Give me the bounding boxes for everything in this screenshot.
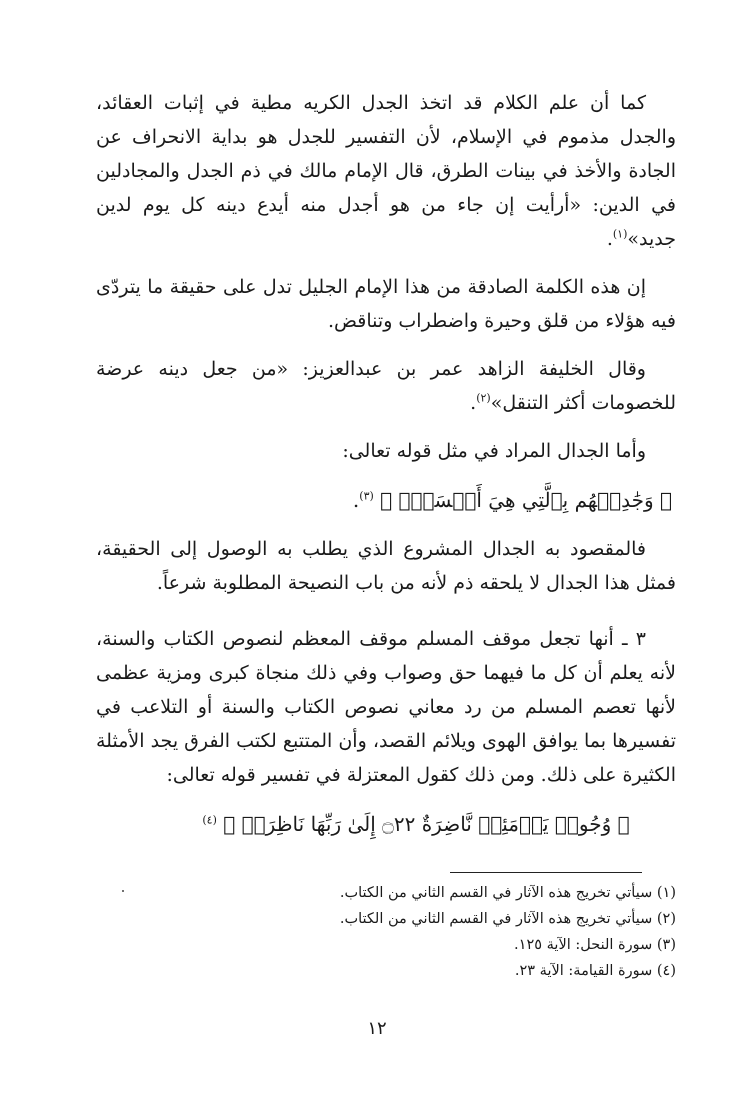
paragraph-imam-word: إن هذه الكلمة الصادقة من هذا الإمام الجليل تدل على حقيقة ما يتردّى فيه هؤلاء من قلق وحيرة واضطراب وتناقض.	[96, 276, 676, 332]
paragraph-kalam-text: كما أن علم الكلام قد اتخذ الجدل الكريه مطية في إثبات العقائد، والجدل مذموم في الإسلام، لأن التفسير للجدل هو بداية الانحراف عن الجادة والأخذ في بينات الطرق، قال الإمام مالك في ذم الجدل والمجادلين في الدين: «أرأيت إن جاء من هو أجدل منه أيدع دينه كل يوم لدين جديد»	[96, 92, 676, 250]
footnote-3: (٣) سورة النحل: الآية ١٢٥.	[514, 937, 676, 953]
paragraph-umar-text: وقال الخليفة الزاهد عمر بن عبدالعزيز: «من جعل دينه عرضة للخصومات أكثر التنقل»	[96, 358, 676, 414]
footnotes	[96, 880, 676, 984]
footnote-ref-2: (٢)	[476, 391, 491, 405]
quran-verse-1	[96, 482, 676, 518]
footnote-separator	[450, 872, 642, 873]
footnote-ref-3: (٣)	[359, 489, 374, 503]
quran-verse-2-text: ﴿ وُجُوهٞ يَوۡمَئِذٖ نَّاضِرَةٌ ۝٢٢ إِلَىٰ رَبِّهَا نَاظِرَةٞ ﴾	[223, 812, 630, 836]
page-body	[96, 86, 676, 856]
paragraph-jidal-mashru: فالمقصود به الجدال المشروع الذي يطلب به الوصول إلى الحقيقة، فمثل هذا الجدال لا يلحقه ذم لأنه من باب النصيحة المطلوبة شرعاً.	[96, 538, 676, 594]
paragraph-kalam	[96, 86, 676, 256]
paragraph-point-3: ٣ ـ أنها تجعل موقف المسلم موقف المعظم لنصوص الكتاب والسنة، لأنه يعلم أن كل ما فيهما حق وصواب وفي ذلك منجاة كبرى ومزية عظمى لأنها تعصم المسلم من رد معاني نصوص الكتاب والسنة أو التلاعب في تفسيرها بما يوافق الهوى ويلائم القصد، وأن المتتبع لكتب الفرق يجد الأمثلة الكثيرة على ذلك. ومن ذلك كقول المعتزلة في تفسير قوله تعالى:	[96, 628, 676, 786]
page-number: ١٢	[367, 1018, 387, 1039]
footnote-2: (٢) سيأتي تخريج هذه الآثار في القسم الثاني من الكتاب.	[339, 911, 676, 927]
footnote-ref-1: (١)	[612, 227, 628, 241]
footnote-1: (١) سيأتي تخريج هذه الآثار في القسم الثاني من الكتاب.	[339, 885, 676, 901]
paragraph-jidal-intro: وأما الجدال المراد في مثل قوله تعالى:	[342, 440, 646, 462]
quran-verse-1-end: .	[352, 488, 360, 512]
paragraph-umar-end: .	[470, 392, 477, 414]
quran-verse-2	[96, 806, 676, 842]
paragraph-kalam-end: .	[606, 228, 613, 250]
footnote-4: (٤) سورة القيامة: الآية ٢٣.	[514, 963, 676, 979]
footnote-ref-4: (٤)	[202, 813, 217, 827]
paragraph-umar	[96, 352, 676, 420]
quran-verse-1-text: ﴿ وَجَٰدِلۡهُم بِٱلَّتِي هِيَ أَحۡسَنُۚ ﴾	[380, 488, 672, 512]
